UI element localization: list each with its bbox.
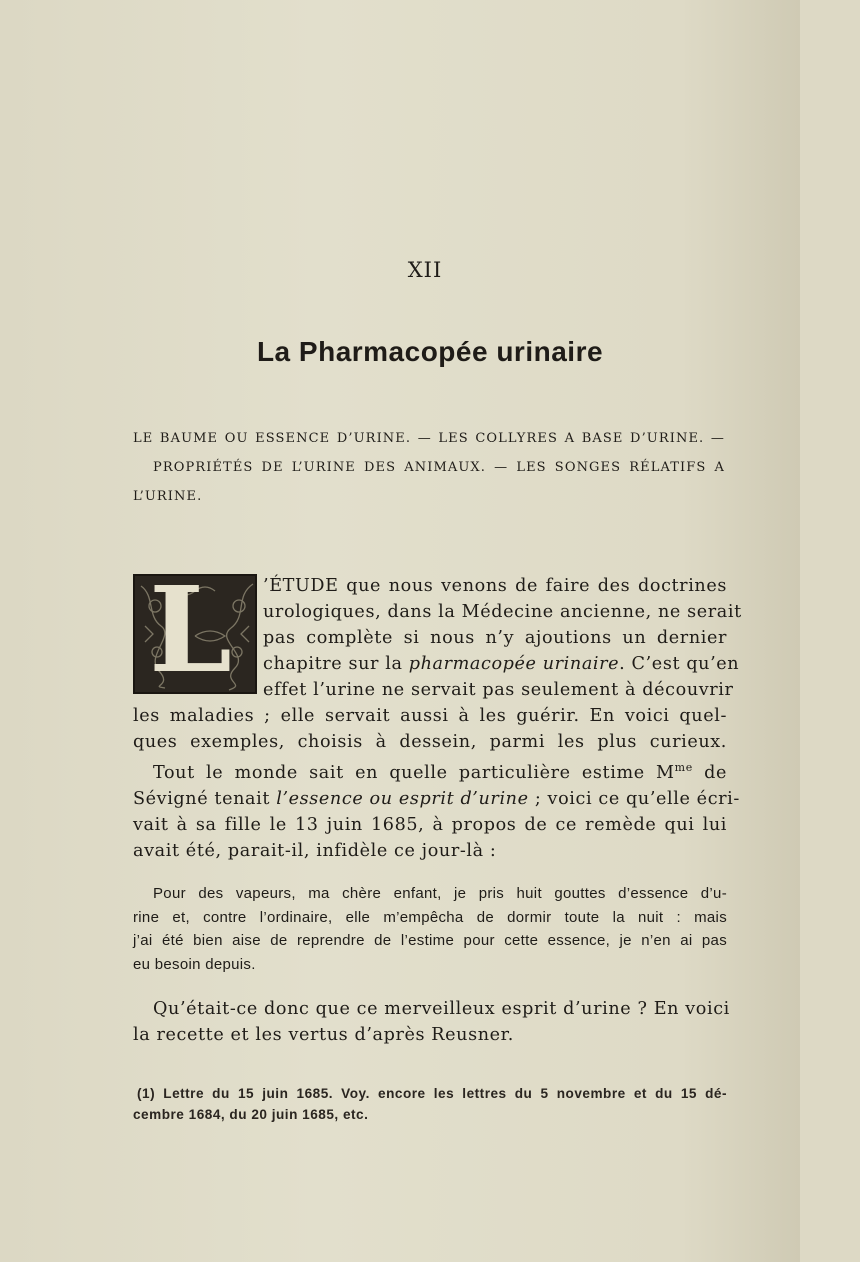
chapter-number: XII — [407, 258, 443, 282]
quote-line: Pour des vapeurs, ma chère enfant, je pris huit gouttes d’essence d’u- — [153, 885, 727, 902]
footnote — [133, 1083, 727, 1125]
footnote-line: (1) Lettre du 15 juin 1685. Voy. encore les lettres du 5 novembre et du 15 dé- — [137, 1086, 727, 1101]
text-line: urologiques, dans la Médecine ancienne, ne serait — [263, 602, 742, 622]
text-line: pas complète si nous n’y ajoutions un dernier — [263, 628, 727, 648]
paragraph — [133, 573, 742, 864]
summary-line: LE BAUME OU ESSENCE D’URINE. — LES COLLYRES A BASE D’URINE. — — [133, 431, 725, 446]
text-segment: Tout le monde sait en quelle particulière estime M — [153, 762, 675, 783]
paragraph — [133, 996, 730, 1048]
text-line: vait à sa fille le 13 juin 1685, à propos de ce remède qui lui — [133, 814, 727, 835]
text-segment: de — [692, 762, 727, 783]
italic-term: l’essence ou esprit d’urine — [276, 788, 529, 809]
summary-line: PROPRIÉTÉS DE L’URINE DES ANIMAUX. — LES SONGES RÉLATIFS A — [153, 460, 725, 475]
text-line — [133, 651, 740, 677]
text-segment: . C’est qu’en — [619, 654, 740, 674]
footnote-line: cembre 1684, du 20 juin 1685, etc. — [133, 1107, 369, 1122]
text-line — [133, 755, 727, 786]
chapter-summary — [133, 424, 725, 511]
text-segment: ; voici ce qu’elle écri- — [528, 788, 740, 809]
text-line: avait été, parait-il, infidèle ce jour-là : — [133, 840, 497, 861]
drop-cap-letter: L — [149, 560, 232, 699]
text-segment: Sévigné tenait — [133, 788, 277, 809]
block-quote — [133, 882, 727, 976]
text-line: ’ÉTUDE que nous venons de faire des doctrines — [263, 576, 727, 596]
text-line: la recette et les vertus d’après Reusner. — [133, 1025, 514, 1045]
quote-line: j’ai été bien aise de reprendre de l’estime pour cette essence, je n’en ai pas — [133, 932, 727, 949]
text-line — [133, 786, 740, 812]
quote-line: rine et, contre l’ordinaire, elle m’empêcha de dormir toute la nuit : mais — [133, 908, 727, 926]
quote-line: eu besoin depuis. — [133, 955, 256, 973]
chapter-title: La Pharmacopée urinaire — [256, 336, 604, 367]
text-line: les maladies ; elle servait aussi à les guérir. En voici quel- — [133, 706, 727, 726]
superscript: me — [674, 761, 693, 774]
text-line: Qu’était-ce donc que ce merveilleux esprit d’urine ? En voici — [153, 999, 730, 1019]
text-segment: chapitre sur la — [263, 654, 409, 674]
text-line: effet l’urine ne servait pas seulement à découvrir — [263, 680, 734, 700]
text-line: ques exemples, choisis à dessein, parmi les plus curieux. — [133, 732, 727, 752]
italic-term: pharmacopée urinaire — [408, 654, 620, 674]
summary-line: L’URINE. — [133, 489, 203, 504]
